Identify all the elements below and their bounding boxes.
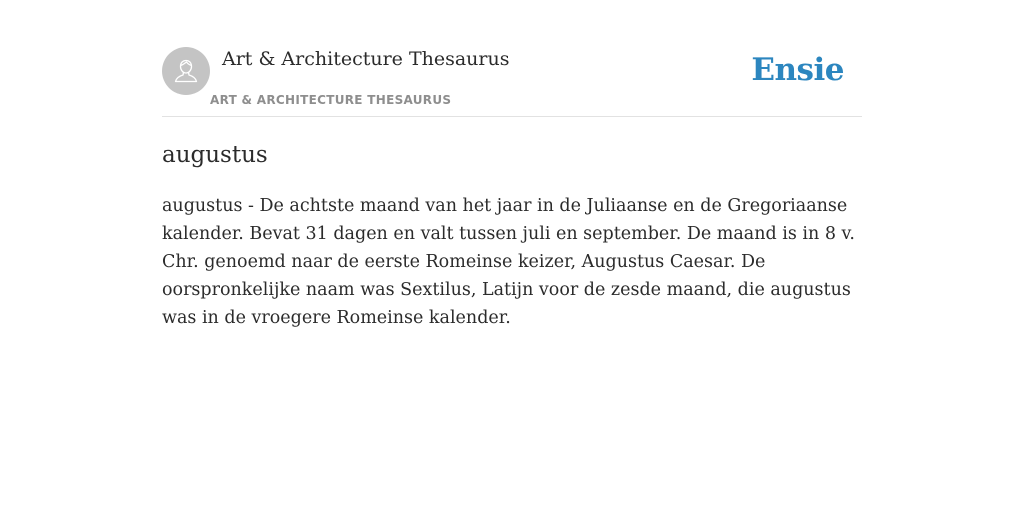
brand-logo[interactable]: Ensie — [751, 52, 844, 88]
avatar[interactable] — [162, 47, 210, 95]
article-body: augustus - De achtste maand van het jaar in de Juliaanse en de Gregoriaanse kalender. Bevat 31 dagen en valt tussen juli en september. De maand is in 8 v. Chr. genoemd naar de eerste Romeinse keizer, Augustus Caesar. De oorspronkelijke naam was Sextilus, Latijn voor de zesde maand, die augustus was in de vroegere Romeinse kalender. — [162, 196, 855, 328]
header — [162, 46, 862, 117]
author-subtitle[interactable]: ART & ARCHITECTURE THESAURUS — [210, 93, 452, 107]
user-silhouette-icon — [171, 56, 201, 86]
article-title: augustus — [162, 142, 268, 168]
author-name[interactable]: Art & Architecture Thesaurus — [222, 48, 510, 70]
